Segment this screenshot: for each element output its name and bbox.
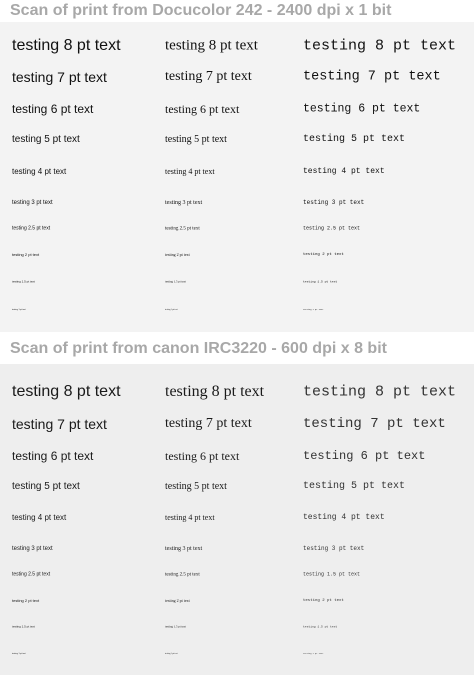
scan1-row-1-5pt [0, 279, 474, 284]
scan2-panel [0, 364, 474, 675]
scan1-mono-5pt: testing 5 pt text [303, 134, 406, 145]
scan2-row-5pt [0, 481, 474, 492]
scan2-mono-5pt: testing 5 pt text [303, 481, 406, 492]
scan2-sans-8pt: testing 8 pt text [12, 383, 121, 400]
scan2-row-6pt [0, 449, 474, 463]
scan2-serif-2-5pt: testing 2.5 pt text [165, 572, 200, 578]
scan2-mono-8pt: testing 8 pt text [303, 383, 457, 401]
scan1-sans-7pt: testing 7 pt text [12, 69, 107, 85]
scan2-serif-7pt: testing 7 pt text [165, 416, 252, 431]
scan2-serif-3pt: testing 3 pt text [165, 546, 203, 552]
scan2-serif-5pt: testing 5 pt text [165, 481, 227, 492]
scan1-serif-1pt: testing 1 pt text [165, 309, 178, 311]
scan2-serif-6pt: testing 6 pt text [165, 449, 240, 463]
scan1-row-2-5pt [0, 225, 474, 232]
scan1-serif-2pt: testing 2 pt text [165, 252, 190, 257]
scan1-sans-5pt: testing 5 pt text [12, 134, 80, 145]
scan2-serif-1-5pt: testing 1.5 pt text [165, 624, 186, 629]
scan2-sans-2-5pt: testing 2.5 pt text [12, 571, 51, 578]
scan2-heading: Scan of print from canon IRC3220 - 600 dpi x 8 bit [10, 340, 387, 357]
scan1-serif-8pt: testing 8 pt text [165, 37, 258, 54]
scan1-row-8pt [0, 37, 474, 55]
scan2-sans-2pt: testing 2 pt text [12, 598, 40, 603]
scan2-mono-7pt: testing 7 pt text [303, 416, 446, 432]
scan1-serif-6pt: testing 6 pt text [165, 102, 240, 116]
scan1-row-6pt [0, 102, 474, 116]
scan2-row-2-5pt [0, 571, 474, 578]
scan1-serif-2-5pt: testing 2.5 pt text [165, 226, 200, 232]
scan2-serif-8pt: testing 8 pt text [165, 383, 265, 400]
scan2-mono-4pt: testing 4 pt text [303, 513, 385, 522]
scan1-mono-8pt: testing 8 pt text [303, 37, 457, 55]
scan1-row-7pt [0, 69, 474, 85]
scan1-serif-3pt: testing 3 pt text [165, 200, 203, 206]
scan2-row-2pt [0, 598, 474, 603]
scan1-mono-6pt: testing 6 pt text [303, 102, 421, 116]
scan1-row-2pt [0, 252, 474, 257]
scan2-sans-5pt: testing 5 pt text [12, 481, 80, 492]
scan2-mono-3pt: testing 3 pt text [303, 545, 365, 552]
scan1-sans-4pt: testing 4 pt text [12, 167, 67, 176]
scan1-sans-2pt: testing 2 pt text [12, 252, 40, 257]
scan2-row-7pt [0, 416, 474, 432]
scan2-sans-1pt: testing 1 pt text [12, 653, 26, 655]
scan1-serif-1-5pt: testing 1.5 pt text [165, 279, 186, 284]
scan1-panel [0, 22, 474, 332]
scan1-row-5pt [0, 134, 474, 145]
scan2-row-8pt [0, 383, 474, 401]
scan2-mono-2-5pt: testing 1.5 pt text [303, 571, 361, 578]
scan1-serif-4pt: testing 4 pt text [165, 167, 215, 176]
scan1-sans-1pt: testing 1 pt text [12, 309, 26, 311]
scan2-sans-3pt: testing 3 pt text [12, 546, 53, 552]
scan1-sans-8pt: testing 8 pt text [12, 37, 121, 54]
scan2-mono-1-5pt: testing 1.5 pt text [303, 625, 338, 629]
scan1-sans-3pt: testing 3 pt text [12, 200, 53, 206]
scan1-sans-6pt: testing 6 pt text [12, 102, 94, 116]
scan2-mono-6pt: testing 6 pt text [303, 449, 426, 463]
scan1-sans-2-5pt: testing 2.5 pt text [12, 225, 51, 232]
scan2-mono-2pt: testing 2 pt text [303, 599, 344, 603]
scan1-mono-7pt: testing 7 pt text [303, 69, 441, 85]
scan1-mono-4pt: testing 4 pt text [303, 167, 385, 176]
scan2-row-4pt [0, 513, 474, 522]
scan2-row-1pt [0, 654, 474, 655]
scan2-sans-6pt: testing 6 pt text [12, 449, 94, 463]
scan2-row-3pt [0, 545, 474, 552]
scan2-row-1-5pt [0, 624, 474, 629]
scan1-serif-5pt: testing 5 pt text [165, 134, 227, 145]
scan2-serif-4pt: testing 4 pt text [165, 513, 215, 522]
scan2-sans-7pt: testing 7 pt text [12, 416, 107, 432]
scan1-row-4pt [0, 167, 474, 176]
scan1-mono-1-5pt: testing 1.5 pt text [303, 280, 338, 284]
scan2-mono-1pt: testing 1 pt text [303, 652, 324, 655]
scan1-mono-2pt: testing 2 pt text [303, 253, 344, 257]
scan1-mono-3pt: testing 3 pt text [303, 199, 365, 206]
scan2-serif-2pt: testing 2 pt text [165, 598, 190, 603]
scan1-row-3pt [0, 199, 474, 206]
scan1-heading: Scan of print from Docucolor 242 - 2400 dpi x 1 bit [10, 2, 392, 19]
scan2-sans-4pt: testing 4 pt text [12, 513, 67, 522]
scan1-mono-1pt: testing 1 pt text [303, 308, 324, 311]
scan1-mono-2-5pt: testing 2.5 pt text [303, 225, 361, 232]
scan2-serif-1pt: testing 1 pt text [165, 653, 178, 655]
scan2-sans-1-5pt: testing 1.5 pt text [12, 624, 35, 629]
scan1-serif-7pt: testing 7 pt text [165, 69, 252, 84]
scan1-row-1pt [0, 310, 474, 311]
scan1-sans-1-5pt: testing 1.5 pt text [12, 279, 35, 284]
